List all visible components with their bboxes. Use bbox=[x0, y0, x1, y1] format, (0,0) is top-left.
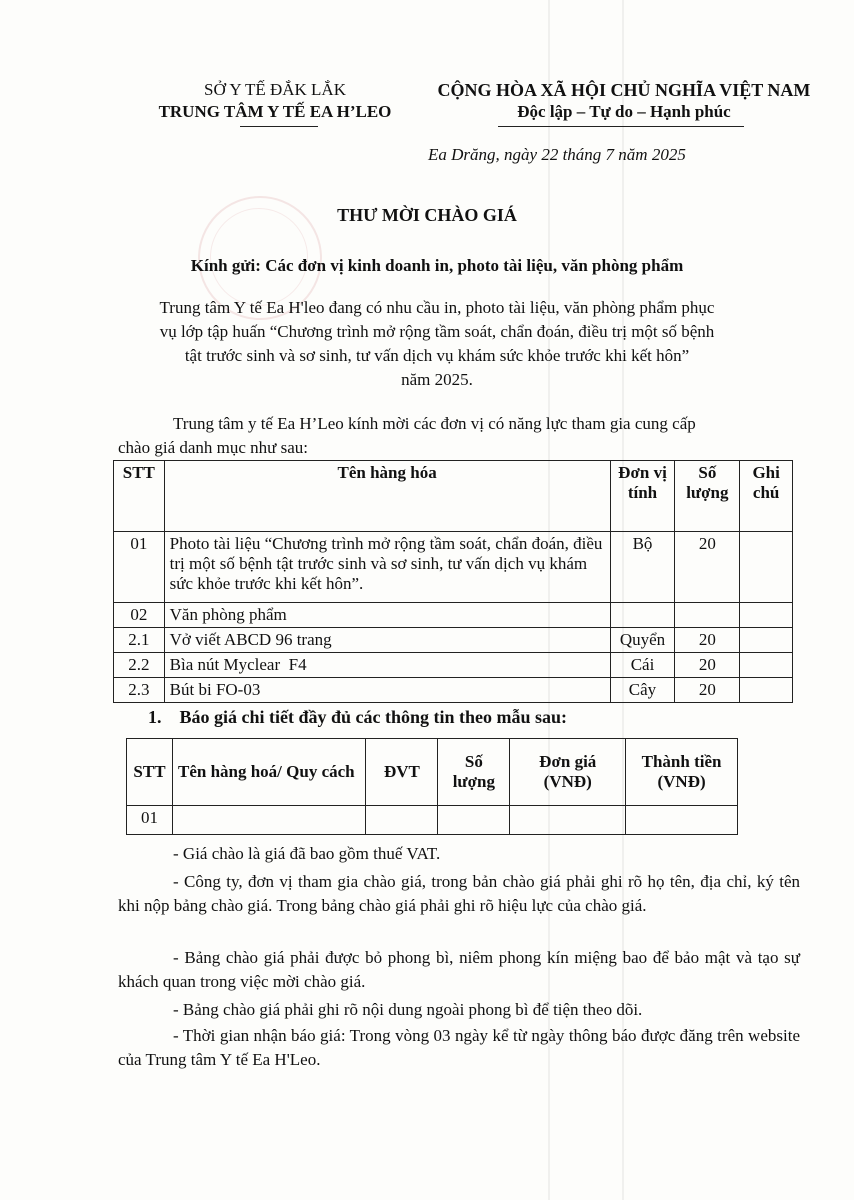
note-item: - Thời gian nhận báo giá: Trong vòng 03 ngày kể từ ngày thông báo được đăng trên website của Trung tâm Y tế Ea H'Leo. bbox=[118, 1026, 800, 1069]
national-motto: Độc lập – Tự do – Hạnh phúc bbox=[517, 102, 731, 121]
cell-note bbox=[740, 628, 793, 653]
items-table-header bbox=[114, 461, 793, 532]
intro-line: năm 2025. bbox=[401, 370, 473, 389]
note-item: - Công ty, đơn vị tham gia chào giá, trong bản chào giá phải ghi rõ họ tên, địa chỉ, ký tên khi nộp bảng chào giá. Trong bảng chào giá phải ghi rõ hiệu lực của chào giá. bbox=[118, 872, 800, 915]
cell-qty bbox=[438, 806, 510, 835]
items-table bbox=[113, 460, 793, 703]
cell-qty: 20 bbox=[675, 532, 740, 603]
table-row bbox=[114, 532, 793, 603]
cell-note bbox=[740, 603, 793, 628]
recipient-line: Kính gửi: Các đơn vị kinh doanh in, photo tài liệu, văn phòng phẩm bbox=[190, 256, 684, 275]
col-header-stt: STT bbox=[114, 461, 165, 532]
cell-unit bbox=[610, 603, 675, 628]
col-header-price: Đơn giá (VNĐ) bbox=[510, 739, 626, 806]
cell-price bbox=[510, 806, 626, 835]
agency-name: TRUNG TÂM Y TẾ EA H’LEO bbox=[158, 102, 392, 121]
cell-qty: 20 bbox=[675, 628, 740, 653]
cell-name: Photo tài liệu “Chương trình mở rộng tầm soát, chẩn đoán, điều trị một số bệnh tật trước sinh và sơ sinh, tư vấn dịch vụ khám sức khỏe trước khi kết hôn”. bbox=[164, 532, 610, 603]
cell-name: Văn phòng phẩm bbox=[164, 603, 610, 628]
table-row bbox=[114, 653, 793, 678]
cell-unit: Cây bbox=[610, 678, 675, 703]
col-header-qty: Số lượng bbox=[675, 461, 740, 532]
cell-stt: 2.1 bbox=[114, 628, 165, 653]
cell-note bbox=[740, 678, 793, 703]
cell-unit: Quyển bbox=[610, 628, 675, 653]
note-item: - Giá chào là giá đã bao gồm thuế VAT. bbox=[173, 844, 441, 863]
table-row bbox=[114, 628, 793, 653]
cell-qty: 20 bbox=[675, 678, 740, 703]
cell-stt: 2.3 bbox=[114, 678, 165, 703]
cell-note bbox=[740, 653, 793, 678]
agency-underline bbox=[240, 126, 318, 127]
cell-stt: 01 bbox=[127, 806, 173, 835]
cell-name: Bìa nút Myclear F4 bbox=[164, 653, 610, 678]
col-header-stt: STT bbox=[127, 739, 173, 806]
cell-qty: 20 bbox=[675, 653, 740, 678]
cell-stt: 01 bbox=[114, 532, 165, 603]
cell-unit: Cái bbox=[610, 653, 675, 678]
cell-stt: 2.2 bbox=[114, 653, 165, 678]
cell-unit: Bộ bbox=[610, 532, 675, 603]
quote-template-table bbox=[126, 738, 738, 835]
invite-line: chào giá danh mục như sau: bbox=[118, 438, 309, 457]
intro-line: Trung tâm Y tế Ea H'leo đang có nhu cầu in, photo tài liệu, văn phòng phẩm phục bbox=[159, 298, 715, 317]
cell-stt: 02 bbox=[114, 603, 165, 628]
col-header-total: Thành tiền (VNĐ) bbox=[626, 739, 738, 806]
date-line: Ea Drăng, ngày 22 tháng 7 năm 2025 bbox=[428, 145, 686, 164]
cell-name bbox=[172, 806, 366, 835]
cell-name: Bút bi FO-03 bbox=[164, 678, 610, 703]
cell-qty bbox=[675, 603, 740, 628]
invite-line: Trung tâm y tế Ea H’Leo kính mời các đơn vị có năng lực tham gia cung cấp bbox=[173, 414, 696, 433]
intro-line: tật trước sinh và sơ sinh, tư vấn dịch vụ khám sức khỏe trước khi kết hôn” bbox=[184, 346, 690, 365]
section-1-title: 1. Báo giá chi tiết đầy đủ các thông tin theo mẫu sau: bbox=[148, 707, 568, 727]
quote-table-header bbox=[127, 739, 738, 806]
document-title: THƯ MỜI CHÀO GIÁ bbox=[337, 205, 517, 225]
col-header-name: Tên hàng hóa bbox=[164, 461, 610, 532]
col-header-qty: Số lượng bbox=[438, 739, 510, 806]
motto-underline bbox=[498, 126, 744, 127]
ministry-name: SỞ Y TẾ ĐẮK LẮK bbox=[204, 80, 346, 99]
republic-name: CỘNG HÒA XÃ HỘI CHỦ NGHĨA VIỆT NAM bbox=[437, 80, 811, 100]
table-row bbox=[114, 603, 793, 628]
cell-note bbox=[740, 532, 793, 603]
note-item: - Bảng chào giá phải ghi rõ nội dung ngoài phong bì để tiện theo dõi. bbox=[173, 1000, 643, 1019]
intro-line: vụ lớp tập huấn “Chương trình mở rộng tầm soát, chẩn đoán, điều trị một số bệnh bbox=[159, 322, 715, 341]
table-row bbox=[114, 678, 793, 703]
cell-name: Vở viết ABCD 96 trang bbox=[164, 628, 610, 653]
col-header-note: Ghi chú bbox=[740, 461, 793, 532]
col-header-unit: Đơn vị tính bbox=[610, 461, 675, 532]
col-header-unit: ĐVT bbox=[366, 739, 438, 806]
table-row bbox=[127, 806, 738, 835]
cell-total bbox=[626, 806, 738, 835]
cell-unit bbox=[366, 806, 438, 835]
col-header-name: Tên hàng hoá/ Quy cách bbox=[172, 739, 366, 806]
note-item: - Bảng chào giá phải được bỏ phong bì, niêm phong kín miệng bao để bảo mật và tạo sự khách quan trong việc mời chào giá. bbox=[118, 948, 800, 991]
